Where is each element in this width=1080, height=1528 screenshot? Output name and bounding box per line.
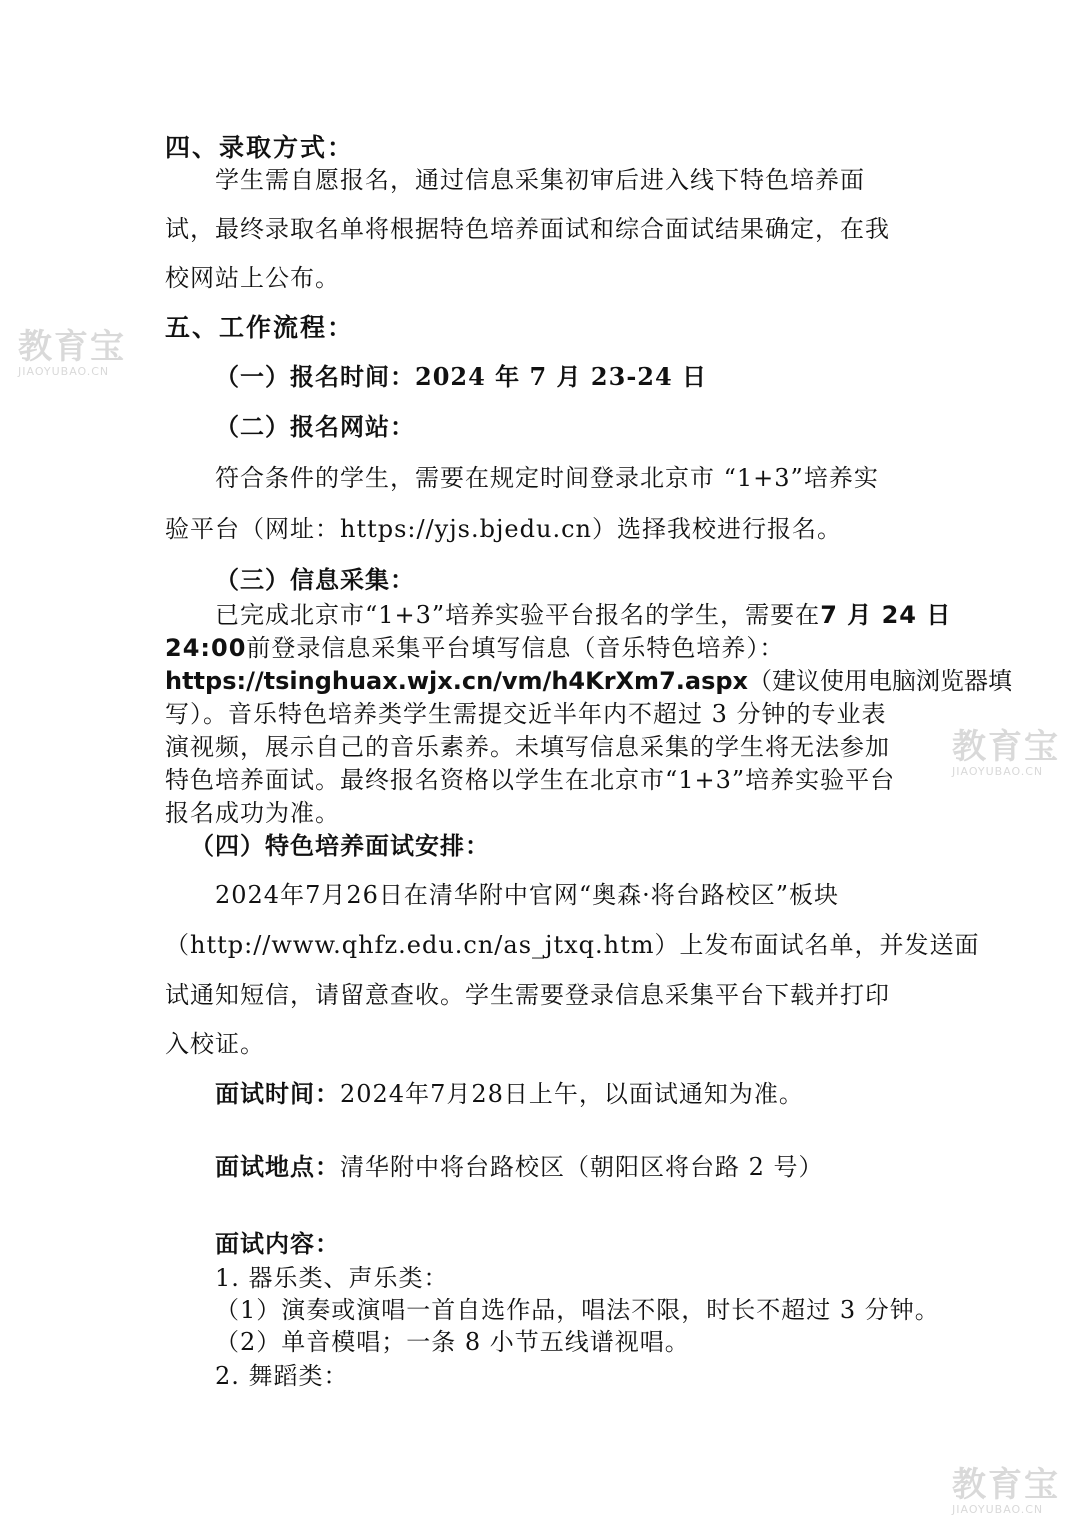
text: （建议使用电脑浏览器填 (748, 667, 1013, 695)
watermark-text: 教育宝 (18, 327, 126, 367)
paragraph-line: 试，最终录取名单将根据特色培养面试和综合面试结果确定，在我 (165, 215, 890, 243)
watermark-logo (18, 328, 126, 378)
section-heading: 四、录取方式： (165, 133, 355, 162)
paragraph-line (165, 665, 1012, 697)
subheading-label: （一）报名时间： (215, 362, 415, 391)
paragraph-line (215, 599, 951, 631)
deadline-date: 7 月 24 日 (820, 601, 952, 629)
deadline-time: 24:00 (165, 634, 247, 662)
paragraph-line: 入校证。 (165, 1030, 265, 1058)
paragraph-line: （http://www.qhfz.edu.cn/as_jtxq.htm）上发布面试名单，并发送面 (165, 931, 980, 959)
survey-link[interactable]: https://tsinghuax.wjx.cn/vm/h4KrXm7.aspx (165, 667, 749, 695)
text: 已完成北京市“1+3”培养实验平台报名的学生，需要在 (215, 601, 821, 629)
section-heading: 五、工作流程： (165, 313, 355, 342)
paragraph-line: 2024年7月26日在清华附中官网“奥森·将台路校区”板块 (215, 881, 840, 909)
list-item: 2. 舞蹈类： (215, 1362, 349, 1390)
subheading-label: （四）特色培养面试安排： (190, 831, 490, 860)
interview-time: 2024年7月28日上午，以面试通知为准。 (340, 1080, 804, 1108)
paragraph-line: 写）。音乐特色培养类学生需提交近半年内不超过 3 分钟的专业表 (165, 700, 887, 728)
subheading-label: （三）信息采集： (215, 565, 415, 594)
registration-time: 2024 年 7 月 23-24 日 (415, 362, 708, 391)
paragraph-line: 报名成功为准。 (165, 799, 340, 827)
field-label: 面试时间： (215, 1079, 340, 1108)
paragraph-line: 试通知短信，请留意查收。学生需要登录信息采集平台下载并打印 (165, 981, 890, 1009)
paragraph-line (215, 1078, 804, 1110)
watermark-url: JIAOYUBAO.CN (952, 1503, 1044, 1516)
subheading-label: （二）报名网站： (215, 412, 415, 441)
watermark-url: JIAOYUBAO.CN (18, 365, 110, 378)
interview-place: 清华附中将台路校区（朝阳区将台路 2 号） (340, 1153, 824, 1181)
watermark-url: JIAOYUBAO.CN (952, 765, 1044, 778)
field-label: 面试内容： (215, 1229, 340, 1258)
text: 前登录信息采集平台填写信息（音乐特色培养）： (246, 634, 785, 662)
list-item: （1）演奏或演唱一首自选作品，唱法不限，时长不超过 3 分钟。 (215, 1296, 940, 1324)
paragraph-line: 特色培养面试。最终报名资格以学生在北京市“1+3”培养实验平台 (165, 766, 896, 794)
paragraph-line: 学生需自愿报名，通过信息采集初审后进入线下特色培养面 (215, 166, 865, 194)
watermark-logo (952, 728, 1060, 778)
watermark-logo (952, 1466, 1060, 1516)
paragraph-line: 符合条件的学生，需要在规定时间登录北京市 “1+3”培养实 (215, 464, 879, 492)
paragraph-line (165, 632, 784, 664)
subheading-line (215, 361, 707, 393)
list-item: （2）单音模唱；一条 8 小节五线谱视唱。 (215, 1328, 690, 1356)
paragraph-line: 验平台（网址：https://yjs.bjedu.cn）选择我校进行报名。 (165, 515, 842, 543)
watermark-text: 教育宝 (952, 1465, 1060, 1505)
field-label: 面试地点： (215, 1152, 340, 1181)
paragraph-line (215, 1151, 824, 1183)
list-item: 1. 器乐类、声乐类： (215, 1264, 449, 1292)
watermark-text: 教育宝 (952, 727, 1060, 767)
paragraph-line: 演视频，展示自己的音乐素养。未填写信息采集的学生将无法参加 (165, 733, 890, 761)
paragraph-line: 校网站上公布。 (165, 264, 340, 292)
